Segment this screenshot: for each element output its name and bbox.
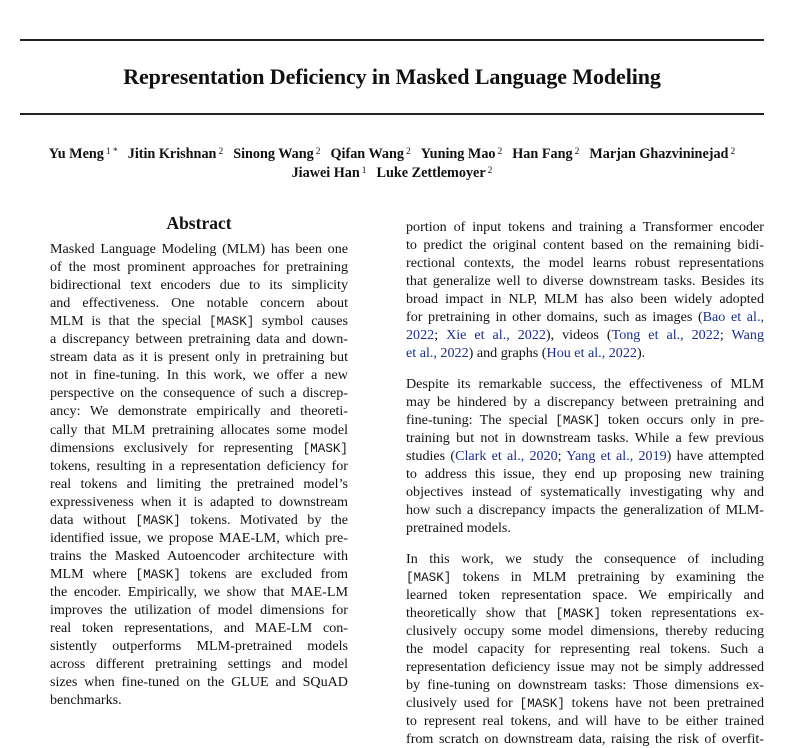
author-name: Jitin Krishnan — [127, 146, 217, 162]
text-line: how such a discrepancy impacts the generalization of MLM- — [406, 502, 764, 519]
author — [589, 146, 735, 162]
text-line: studies (Clark et al., 2020; Yang et al., 2019) have attempted — [406, 448, 764, 465]
paragraph — [406, 218, 764, 362]
text-line: [MASK] tokens in MLM pretraining by examining the — [406, 568, 764, 585]
text-line: the model capacity for representing real tokens. Such a — [406, 641, 764, 658]
text-line: portion of input tokens and training a Transformer encoder — [406, 219, 764, 235]
text-line: fine-tuning: The special [MASK] token occurs only in pre- — [406, 411, 764, 428]
text-line: MLM is that the special [MASK] symbol causes — [50, 313, 348, 330]
text-line: data without [MASK] tokens. Motivated by the — [50, 511, 348, 528]
author-name: Qifan Wang — [330, 146, 404, 162]
text-line: across different pretraining settings and model — [50, 656, 348, 673]
text-line: Despite its remarkable success, the effectiveness of MLM — [406, 375, 764, 392]
mask-token: [MASK] — [555, 413, 601, 428]
mask-token: [MASK] — [302, 441, 348, 456]
author-affiliation: 2 — [730, 147, 736, 157]
text-line: the encoder. Empirically, we show that MAE-LM — [50, 583, 348, 600]
citation-link[interactable]: Tong et al., 2022 — [611, 327, 720, 344]
text-line: that generalize well to diverse downstream tasks. Besides its — [406, 273, 764, 290]
text-line: to predict the original content based on the remaining bidi- — [406, 237, 764, 254]
text-line: MLM where [MASK] tokens are excluded from — [50, 565, 348, 582]
author — [377, 165, 493, 181]
citation-link[interactable]: Bao et al., — [702, 309, 764, 326]
text-line: 2022; Xie et al., 2022), videos (Tong et al., 2022; Wang — [406, 327, 764, 344]
text-line: representation deficiency issue may not be simply addressed — [406, 659, 764, 676]
mask-token: [MASK] — [135, 513, 181, 528]
author-name: Han Fang — [512, 146, 573, 162]
text-line: trains the Masked Autoencoder architecture with — [50, 547, 348, 564]
paragraph — [406, 550, 764, 748]
text-line: may be hindered by a discrepancy between pretraining and — [406, 393, 764, 410]
mask-token: [MASK] — [519, 697, 565, 712]
text-line: a discrepancy between pretraining data and down- — [50, 331, 348, 348]
text-line: cally that MLM pretraining allocates some model — [50, 421, 348, 438]
author — [331, 146, 411, 162]
author-affiliation: 1 * — [105, 147, 118, 157]
bottom-rule — [20, 113, 764, 115]
text-line: identified issue, we propose MAE-LM, which pre- — [50, 529, 348, 546]
citation-link[interactable]: 2022 — [406, 327, 435, 344]
introduction-column — [406, 218, 764, 748]
text-line: expressiveness when it is adapted to downstream — [50, 493, 348, 510]
author — [49, 146, 118, 162]
abstract-heading: Abstract — [166, 213, 232, 233]
author-affiliation: 2 — [405, 147, 411, 157]
text-line: by fine-tuning on downstream tasks: Those dimensions ex- — [406, 677, 764, 694]
author-affiliation: 2 — [497, 147, 503, 157]
text-line: sizes when fine-tuned on the GLUE and SQuAD — [50, 674, 348, 691]
author-name: Yu Meng — [48, 146, 104, 162]
text-line: bidirectional text encoders due to its simplicity — [50, 277, 348, 294]
author-name: Luke Zettlemoyer — [376, 165, 486, 181]
author-name: Yuning Mao — [420, 146, 496, 162]
paper-title: Representation Deficiency in Masked Language Modeling — [123, 64, 661, 89]
mask-token: [MASK] — [208, 315, 255, 330]
citation-link[interactable]: et al., 2022 — [406, 345, 469, 362]
author-affiliation: 2 — [487, 166, 493, 176]
text-line: Masked Language Modeling (MLM) has been one — [50, 241, 348, 258]
text-line: training but not in downstream tasks. While a few previous — [406, 430, 764, 447]
text-line: dimensions exclusively for representing [MASK] — [50, 439, 348, 456]
mask-token: [MASK] — [135, 567, 181, 582]
citation-link[interactable]: Wang — [731, 327, 764, 344]
citation-link[interactable]: Hou et al., 2022 — [546, 345, 637, 362]
author-list-line-1 — [0, 146, 784, 163]
text-line: tokens, resulting in a representation deficiency for — [50, 457, 348, 474]
citation-link[interactable]: Yang et al., 2019 — [566, 448, 667, 465]
text-line: to represent real tokens, and will have to be either trained — [406, 713, 764, 730]
text-line: from scratch on downstream data, raising the risk of overfit- — [406, 731, 764, 748]
mask-token: [MASK] — [555, 606, 602, 621]
author-affiliation: 2 — [315, 147, 321, 157]
citation-link[interactable]: Clark et al., 2020 — [455, 448, 558, 465]
author — [128, 146, 223, 162]
author — [421, 146, 503, 162]
mask-token: [MASK] — [406, 570, 452, 585]
text-line: sistently outperforms MLM-pretrained models — [50, 638, 348, 655]
text-line: for pretraining in other domains, such as images (Bao et al., — [406, 309, 764, 326]
text-line: clusively used for [MASK] tokens have not been pretrained — [406, 695, 764, 712]
text-line: broad impact in NLP, MLM has also been widely adopted — [406, 291, 764, 308]
author-affiliation: 2 — [574, 147, 580, 157]
text-line: clusively occupy some model dimensions, thereby reducing — [406, 622, 764, 639]
text-line: not in fine-tuning. In this work, we offer a new — [50, 367, 348, 384]
citation-link[interactable]: Xie et al., 2022 — [446, 327, 546, 344]
text-line: In this work, we study the consequence of including — [406, 550, 764, 567]
text-line: benchmarks. — [50, 692, 122, 709]
author-affiliation: 2 — [218, 147, 224, 157]
text-line: to address this issue, they end up proposing new training — [406, 466, 764, 483]
paragraph-gap — [406, 537, 764, 550]
text-line: theoretically show that [MASK] token representations ex- — [406, 604, 764, 621]
text-line: and effectiveness. One notable concern about — [50, 295, 348, 312]
abstract-body — [50, 240, 348, 709]
text-line: ancy: We demonstrate empirically and theoreti- — [50, 403, 348, 420]
author-name: Marjan Ghazvininejad — [589, 146, 729, 162]
text-line: perspective on the consequence of such a discrep- — [50, 385, 348, 402]
text-line: et al., 2022) and graphs (Hou et al., 2022). — [406, 345, 646, 362]
paragraph — [406, 375, 764, 537]
author-name: Jiawei Han — [291, 165, 360, 181]
author-name: Sinong Wang — [233, 146, 314, 162]
text-line: learned token representation space. We empirically and — [406, 586, 764, 603]
text-line: pretrained models. — [406, 520, 511, 537]
text-line: improves the utilization of model dimensions for — [50, 601, 348, 618]
text-line: real token representations, and MAE-LM con- — [50, 620, 348, 637]
text-line: rectional contexts, the model learns robust representations — [406, 255, 764, 272]
text-line: objectives instead of systematically investigating why and — [406, 484, 764, 501]
abstract-column — [50, 214, 348, 709]
paragraph-gap — [406, 362, 764, 375]
author — [292, 165, 367, 181]
author — [512, 146, 579, 162]
author-list-line-2 — [0, 165, 784, 182]
author-affiliation: 1 — [361, 166, 367, 176]
top-rule — [20, 39, 764, 41]
text-line: real tokens and limiting the pretrained model’s — [50, 475, 348, 492]
text-line: stream data as it is present only in pretraining but — [50, 349, 348, 366]
text-line: of the most prominent approaches for pretraining — [50, 259, 348, 276]
author — [233, 146, 320, 162]
